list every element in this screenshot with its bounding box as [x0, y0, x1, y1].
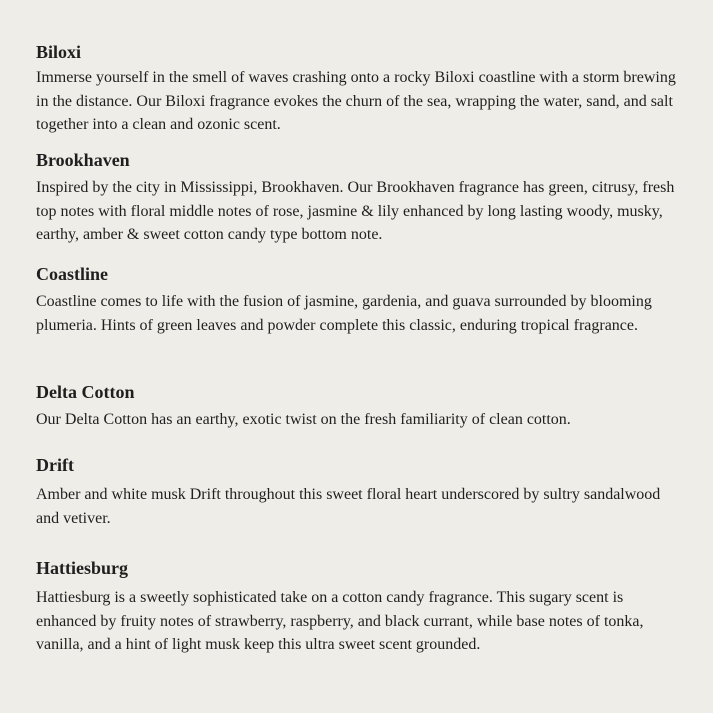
scent-description: Amber and white musk Drift throughout this sweet floral heart underscored by sultry sandalwood and vetiver.	[36, 486, 661, 527]
scent-description: Inspired by the city in Mississippi, Brookhaven. Our Brookhaven fragrance has green, citrusy, fresh top notes with floral middle notes of rose, jasmine & lily enhanced by long lasting woody, musky, earthy, amber & sweet cotton candy type bottom note.	[36, 179, 675, 243]
scent-name: Hattiesburg	[36, 558, 128, 578]
scent-description: Hattiesburg is a sweetly sophisticated take on a cotton candy fragrance. This sugary scent is enhanced by fruity notes of strawberry, raspberry, and black currant, while base notes of tonka, vanilla, and a hint of light musk keep this ultra sweet scent grounded.	[36, 589, 644, 653]
scent-entry-coastline	[36, 262, 686, 337]
scent-name: Biloxi	[36, 42, 82, 62]
scent-name: Brookhaven	[36, 150, 130, 170]
scent-name: Delta Cotton	[36, 382, 135, 402]
scent-entry-delta-cotton	[36, 380, 686, 432]
scent-name: Coastline	[36, 264, 108, 284]
scent-description: Coastline comes to life with the fusion of jasmine, gardenia, and guava surrounded by blooming plumeria. Hints of green leaves and powder complete this classic, enduring tropical fragrance.	[36, 293, 652, 334]
scent-description: Our Delta Cotton has an earthy, exotic twist on the fresh familiarity of clean cotton.	[36, 411, 571, 428]
scent-entry-brookhaven	[36, 148, 686, 247]
scent-entry-hattiesburg	[36, 556, 686, 657]
scent-entry-biloxi	[36, 40, 686, 137]
scent-name: Drift	[36, 455, 74, 475]
scent-entry-drift	[36, 453, 686, 530]
scent-description: Immerse yourself in the smell of waves crashing onto a rocky Biloxi coastline with a storm brewing in the distance. Our Biloxi fragrance evokes the churn of the sea, wrapping the water, sand, and salt together into a clean and ozonic scent.	[36, 69, 676, 133]
